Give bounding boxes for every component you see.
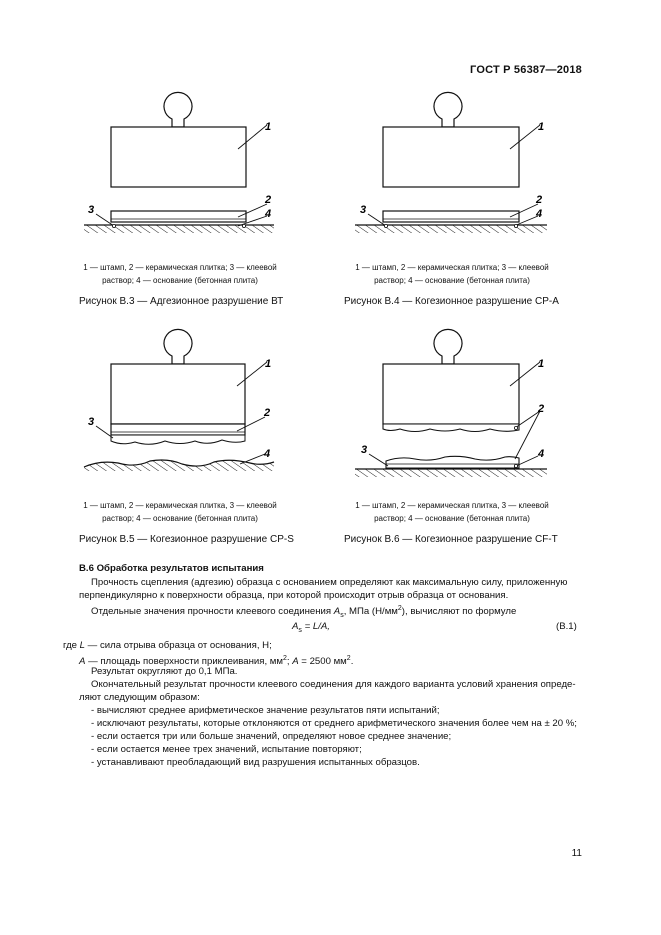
svg-text:3: 3 — [88, 416, 95, 428]
figure-b4-legend: 1 — штамп, 2 — керамическая плитка; 3 — клеевой раствор; 4 — основание (бетонная плита) — [355, 263, 549, 285]
page-number: 11 — [571, 848, 582, 859]
svg-text:3: 3 — [360, 204, 367, 216]
svg-text:1: 1 — [538, 358, 545, 370]
where-A: A — площадь поверхности приклеивания, $мм^2$; A = 2500 $мм^2$. — [79, 655, 354, 668]
label-4: 4 — [265, 208, 272, 220]
paragraph-2: Отдельные значения прочности клеевого соединения $A_s$, МПа $(Н/мм^2)$, вычисляют по формуле — [91, 605, 517, 620]
formula-number: (В.1) — [556, 621, 577, 632]
label-1: 1 — [265, 121, 272, 133]
list-item: - устанавливают преобладающий вид разрушения испытанных образцов. — [91, 757, 420, 768]
section-title: В.6 Обработка результатов испытания — [79, 563, 264, 574]
ceramic-tile — [111, 211, 246, 222]
figure-b3-legend: 1 — штамп, 2 — керамическая плитка; 3 — клеевой раствор; 4 — основание (бетонная плита) — [83, 263, 277, 285]
list-item: - вычисляют среднее арифметическое значение результатов пяти испытаний; — [91, 705, 440, 716]
final-result-line-1: Окончательный результат прочности клеевого соединения для каждого варианта условий хранения опреде- — [91, 679, 576, 690]
rounding-note: Результат округляют до 0,1 МПа. — [91, 666, 238, 677]
label-2: 2 — [265, 194, 272, 206]
svg-text:1: 1 — [265, 358, 272, 370]
figure-b5-caption: Рисунок В.5 — Когезионное разрушение СР-S — [79, 534, 294, 545]
list-item: - исключают результаты, которые отклоняются от среднего арифметического значения более чем на ± 20 %; — [91, 718, 577, 729]
svg-text:2: 2 — [264, 407, 271, 419]
stamp-handle-icon — [164, 92, 192, 127]
figure-b3-diagram — [80, 92, 280, 252]
figure-b6-diagram — [350, 330, 560, 490]
svg-text:3: 3 — [361, 444, 368, 456]
svg-text:2: 2 — [538, 403, 545, 415]
figure-b5-diagram — [80, 330, 280, 490]
figure-b4-diagram — [350, 92, 560, 252]
figure-b6-legend: 1 — штамп, 2 — керамическая плитка, 3 — клеевой раствор; 4 — основание (бетонная плита) — [355, 501, 549, 523]
svg-text:4: 4 — [536, 208, 543, 220]
list-item: - если остается три или больше значений, определяют новое среднее значение; — [91, 731, 452, 742]
list-item: - если остается менее трех значений, испытание повторяют; — [91, 744, 362, 755]
label-3: 3 — [88, 204, 95, 216]
figure-b4-caption: Рисунок В.4 — Когезионное разрушение СР-А — [344, 296, 559, 307]
where-L: где L — сила отрыва образца от основания, Н; — [63, 640, 272, 651]
svg-text:2: 2 — [536, 194, 543, 206]
figure-b3-caption: Рисунок В.3 — Адгезионное разрушение ВТ — [79, 296, 284, 307]
formula: $A_s = L/A$, — [292, 621, 330, 634]
standard-designation: ГОСТ Р 56387—2018 — [470, 64, 582, 76]
final-result-line-2: ляют следующим образом: — [79, 692, 200, 703]
paragraph-1-line-2: перпендикулярно к поверхности образца, при которой происходит отрыв образца от основания. — [79, 590, 509, 601]
stamp — [111, 127, 246, 187]
svg-text:4: 4 — [264, 448, 271, 460]
svg-text:4: 4 — [538, 448, 545, 460]
svg-text:1: 1 — [538, 121, 545, 133]
figure-b6-caption: Рисунок В.6 — Когезионное разрушение СF-Т — [344, 534, 558, 545]
paragraph-1-line-1: Прочность сцепления (адгезию) образца с основанием определяют как максимальную силу, приложенную — [91, 577, 568, 588]
figure-b5-legend: 1 — штамп, 2 — керамическая плитка, 3 — клеевой раствор; 4 — основание (бетонная плита) — [83, 501, 277, 523]
